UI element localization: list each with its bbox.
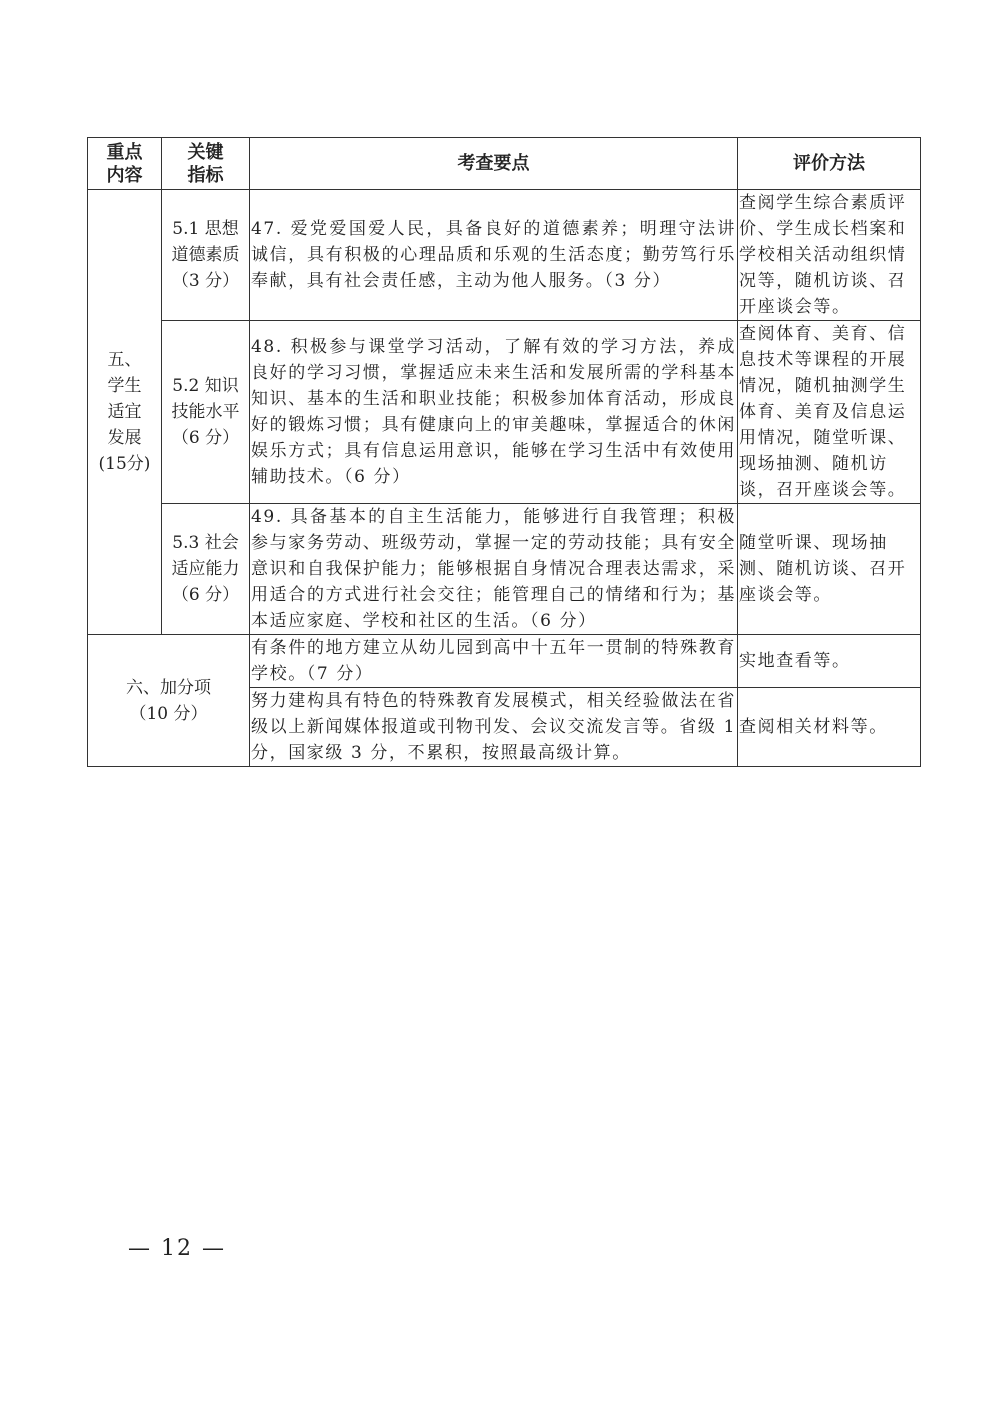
indicator-line: 技能水平: [171, 402, 240, 422]
indicator-5-2: [162, 321, 250, 504]
indicator-line: 适应能力: [171, 559, 240, 579]
points-bonus-1: 有条件的地方建立从幼儿园到高中十五年一贯制的特殊教育学校。（7 分）: [250, 635, 738, 688]
header-inspection-points: 考查要点: [250, 138, 738, 190]
header-focus-line1: 重点: [106, 141, 143, 163]
indicator-line: 5.1 思想: [172, 219, 239, 239]
indicator-line: 5.3 社会: [172, 533, 239, 553]
section-5-line: 学生: [107, 376, 142, 396]
header-indicator-line1: 关键: [187, 141, 224, 163]
table-row: [88, 321, 921, 504]
points-48: 48. 积极参与课堂学习活动，了解有效的学习方法，养成良好的学习习惯，掌握适应未来生活和发展所需的学科基本知识、基本的生活和职业技能；积极参加体育活动，形成良好的锻炼习惯；具有健康向上的审美趣味，掌握适合的休闲娱乐方式；具有信息运用意识，能够在学习生活中有效使用辅助技术。（6 分）: [250, 321, 738, 504]
indicator-line: （6 分）: [171, 585, 240, 605]
section-6-cell: [88, 635, 250, 767]
points-bonus-2: 努力建构具有特色的特殊教育发展模式，相关经验做法在省级以上新闻媒体报道或刊物刊发、会议交流发言等。省级 1 分，国家级 3 分，不累积，按照最高级计算。: [250, 688, 738, 767]
section-5-line: 五、: [107, 350, 142, 370]
table-row: [88, 504, 921, 635]
method-5-2: 查阅体育、美育、信息技术等课程的开展情况，随机抽测学生体育、美育及信息运用情况，随堂听课、现场抽测、随机访谈，召开座谈会等。: [738, 321, 921, 504]
evaluation-table: [87, 137, 921, 767]
section-6-line: （10 分）: [129, 703, 208, 724]
indicator-line: （3 分）: [171, 271, 240, 291]
table-row: [88, 190, 921, 321]
table-row: [88, 635, 921, 688]
method-5-3: 随堂听课、现场抽测、随机访谈、召开座谈会等。: [738, 504, 921, 635]
indicator-5-3: [162, 504, 250, 635]
indicator-line: 道德素质: [171, 245, 240, 265]
indicator-line: 5.2 知识: [172, 376, 239, 396]
header-focus-content: [88, 138, 162, 190]
section-5-line: 发展: [107, 428, 142, 448]
points-47: 47. 爱党爱国爱人民，具备良好的道德素养；明理守法讲诚信，具有积极的心理品质和乐观的生活态度；勤劳笃行乐奉献，具有社会责任感，主动为他人服务。（3 分）: [250, 190, 738, 321]
header-indicator-line2: 指标: [187, 164, 224, 186]
section-5-line: 适宜: [107, 402, 142, 422]
points-49: 49. 具备基本的自主生活能力，能够进行自我管理；积极参与家务劳动、班级劳动，掌握一定的劳动技能；具有安全意识和自我保护能力；能够根据自身情况合理表达需求，采用适合的方式进行社会交往；能管理自己的情绪和行为；基本适应家庭、学校和社区的生活。（6 分）: [250, 504, 738, 635]
table-header-row: [88, 138, 921, 190]
header-key-indicator: [162, 138, 250, 190]
indicator-line: （6 分）: [171, 428, 240, 448]
section-5-line: (15分): [98, 454, 151, 474]
method-5-1: 查阅学生综合素质评价、学生成长档案和学校相关活动组织情况等，随机访谈、召开座谈会等。: [738, 190, 921, 321]
method-bonus-2: 查阅相关材料等。: [738, 688, 921, 767]
method-bonus-1: 实地查看等。: [738, 635, 921, 688]
header-evaluation-method: 评价方法: [738, 138, 921, 190]
indicator-5-1: [162, 190, 250, 321]
header-focus-line2: 内容: [106, 164, 143, 186]
section-6-line: 六、加分项: [126, 677, 211, 698]
section-5-cell: [88, 190, 162, 635]
page-number: — 12 —: [128, 1236, 226, 1261]
